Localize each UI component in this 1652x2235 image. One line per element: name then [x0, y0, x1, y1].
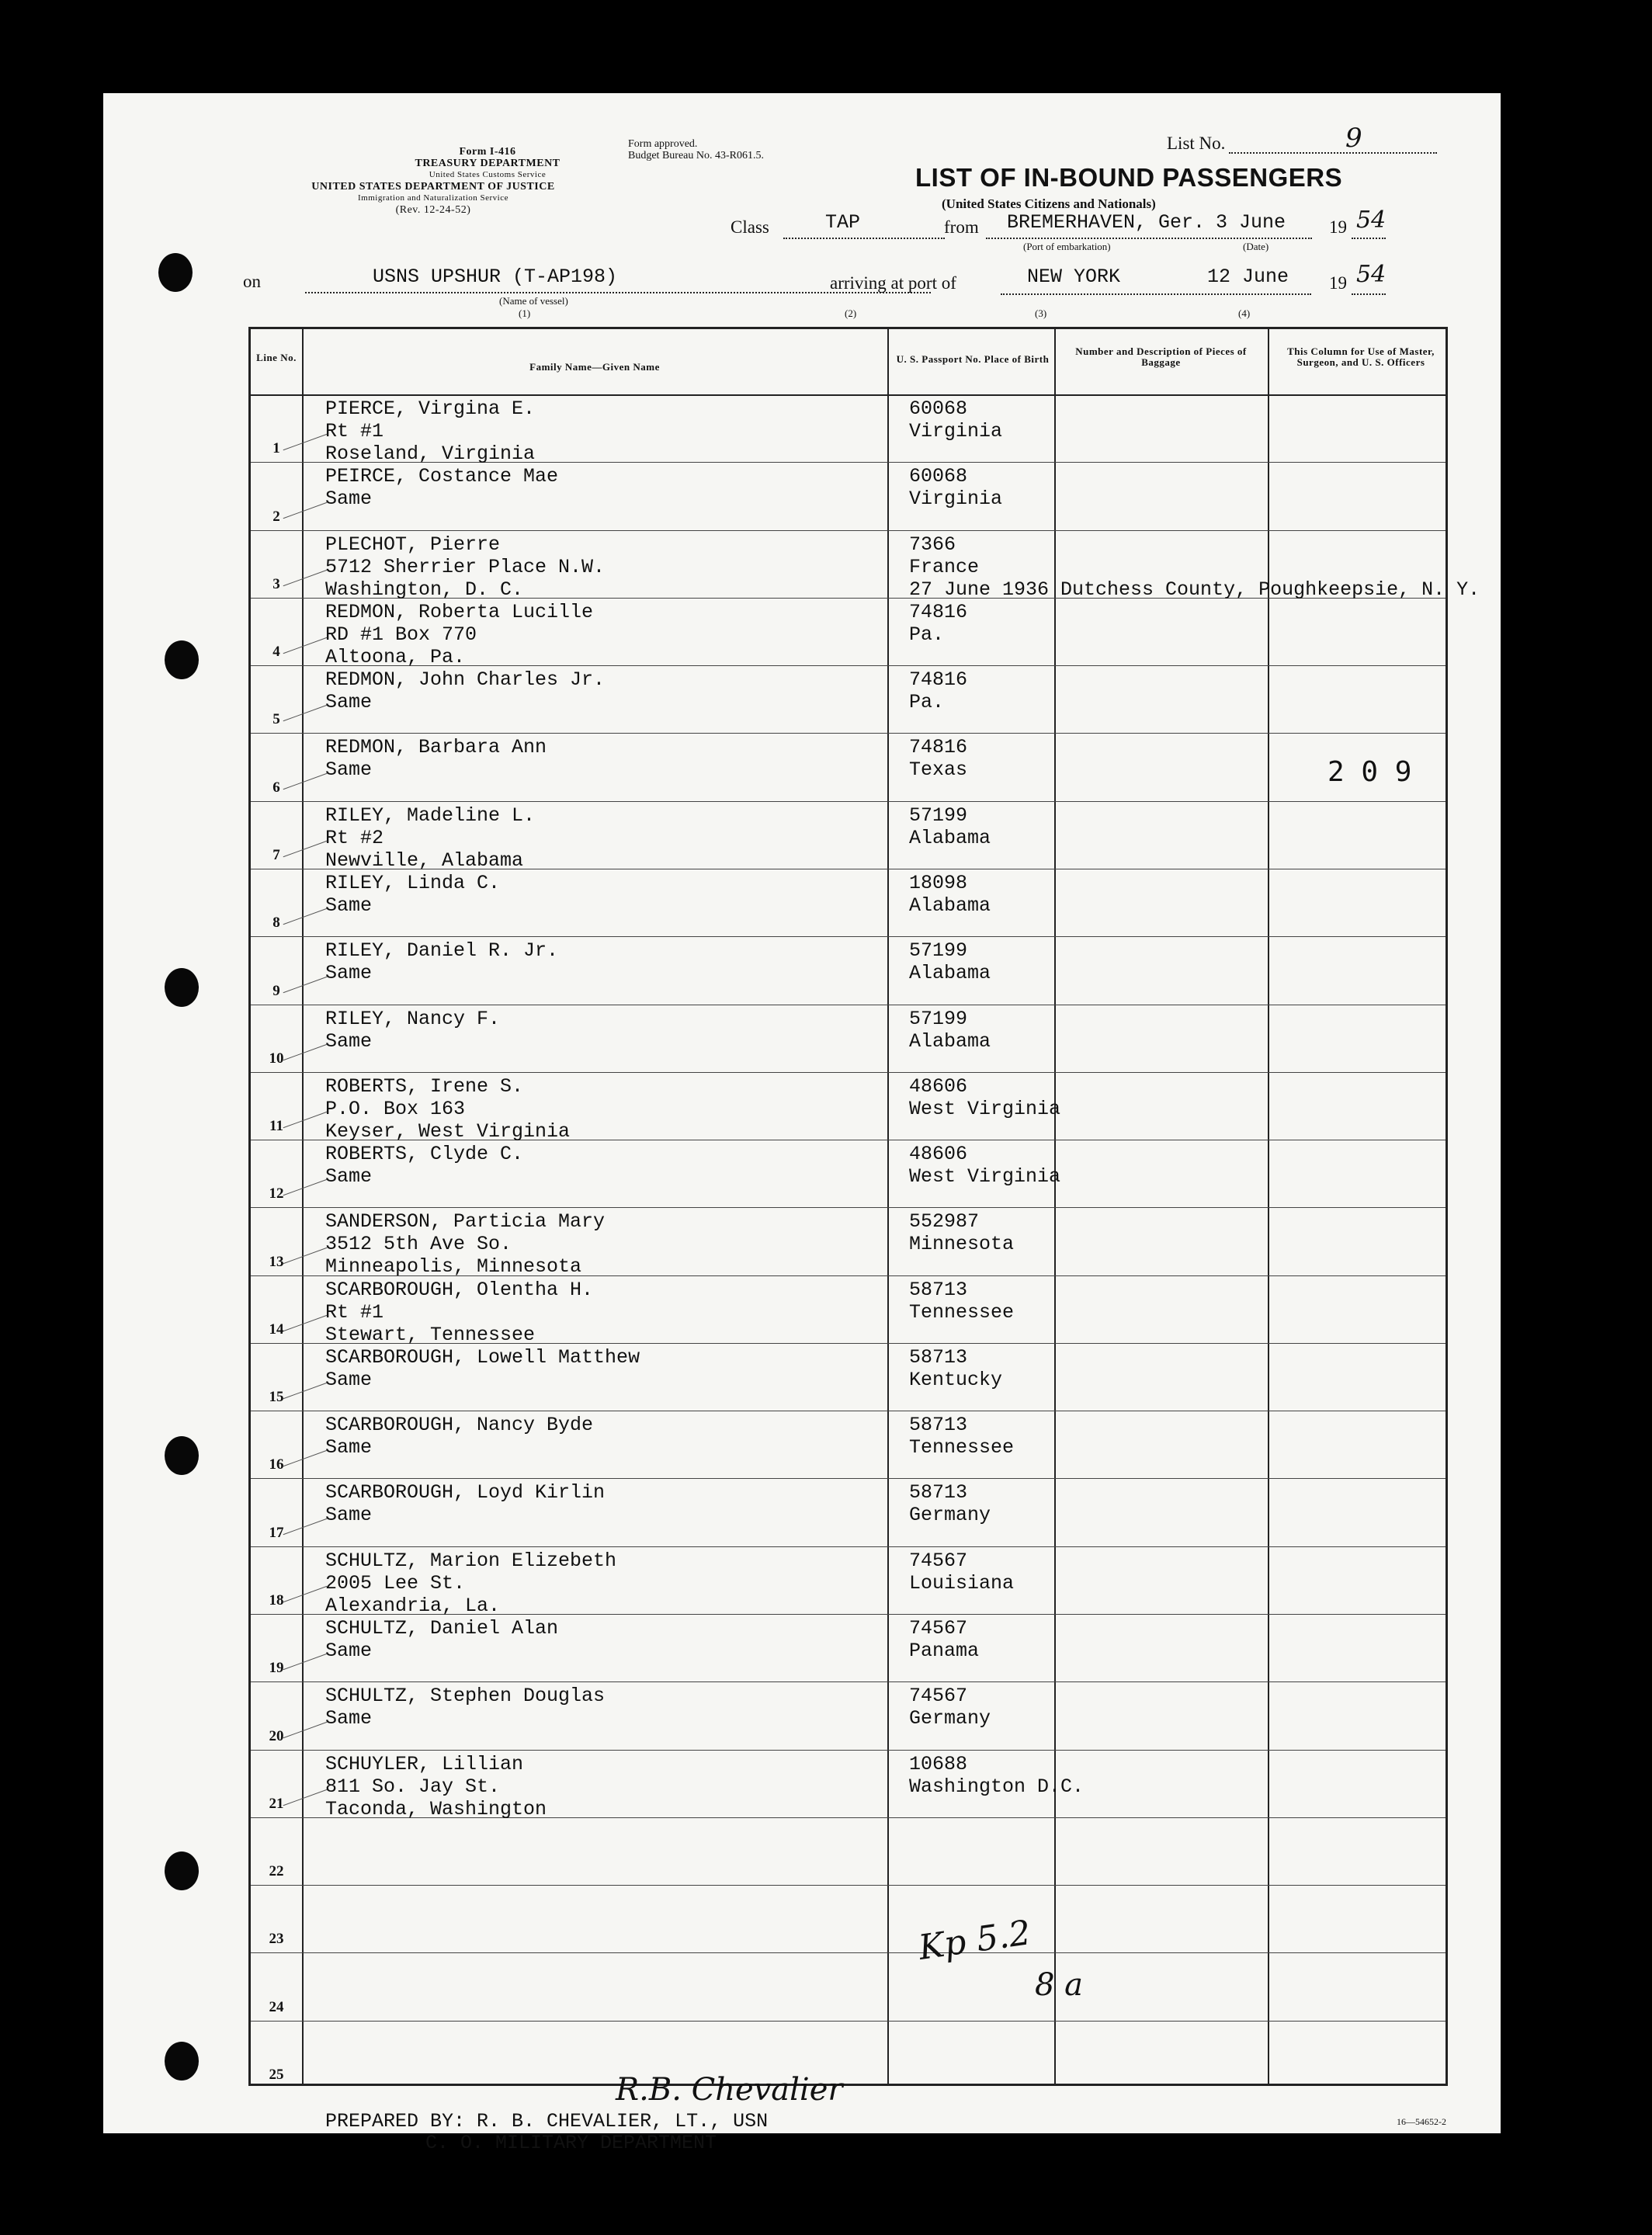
line-number: 25	[269, 2067, 284, 2083]
passenger-name: SCARBOROUGH, Lowell Matthew Same	[325, 1345, 640, 1391]
line-number: 7	[272, 846, 280, 863]
justice-dept: UNITED STATES DEPARTMENT OF JUSTICE	[311, 181, 555, 193]
line-number: 3	[272, 575, 280, 592]
binder-hole	[165, 2042, 199, 2081]
row-divider	[251, 1207, 1446, 1208]
form-approval	[628, 138, 764, 161]
vessel-name: USNS UPSHUR (T-AP198)	[373, 265, 618, 288]
passenger-name: SCARBOROUGH, Olentha H. Rt #1 Stewart, Tennessee	[325, 1278, 594, 1346]
passenger-name: REDMON, Roberta Lucille RD #1 Box 770 Altoona, Pa.	[325, 600, 594, 668]
date-label: (Date)	[1243, 241, 1269, 252]
col-head-name: Family Name—Given Name	[529, 361, 660, 373]
prepared-dept: C. O. MILITARY DEPARTMENT	[425, 2132, 717, 2154]
passport-birthplace: 57199 Alabama	[909, 803, 991, 849]
passenger-name: SCHULTZ, Marion Elizebeth 2005 Lee St. Alexandria, La.	[325, 1549, 617, 1617]
passport-birthplace: 58713 Germany	[909, 1481, 991, 1527]
document-page	[103, 93, 1501, 2154]
passport-birthplace: 74816 Pa.	[909, 668, 968, 714]
handwritten-scrawl: Kp 5.2	[916, 1913, 1033, 1968]
line-number: 10	[269, 1050, 284, 1067]
col-divider	[302, 329, 304, 2084]
passport-birthplace: 552987 Minnesota	[909, 1210, 1015, 1256]
list-no-value: 9	[1345, 123, 1362, 154]
row-divider	[251, 936, 1446, 937]
passenger-name: RILEY, Linda C. Same	[325, 871, 501, 917]
row-divider	[251, 1952, 1446, 1953]
arrival-port: NEW YORK	[1027, 265, 1121, 288]
passport-birthplace: 48606 West Virginia	[909, 1143, 1061, 1189]
line-number: 6	[272, 779, 280, 796]
depart-year-line	[1352, 238, 1386, 239]
list-no-label: List No.	[1167, 134, 1226, 153]
passport-birthplace: 60068 Virginia	[909, 397, 1003, 442]
line-number: 24	[269, 1998, 284, 2015]
passport-birthplace: 74567 Louisiana	[909, 1549, 1015, 1595]
passport-birthplace: 7366 France 27 June 1936 Dutchess County, Poughkeepsie, N. Y.	[909, 533, 1480, 601]
line-number: 17	[269, 1524, 284, 1541]
passport-birthplace: 74816 Pa.	[909, 600, 968, 646]
from-label: from	[944, 217, 979, 237]
binder-hole	[158, 253, 193, 292]
row-divider	[251, 733, 1446, 734]
passenger-name: REDMON, John Charles Jr. Same	[325, 668, 606, 714]
passenger-name: RILEY, Daniel R. Jr. Same	[325, 939, 559, 985]
arrival-year: 54	[1356, 261, 1386, 288]
line-number: 23	[269, 1931, 284, 1948]
treasury-dept: TREASURY DEPARTMENT	[415, 158, 560, 169]
depart-date: 3 June	[1216, 211, 1286, 234]
passport-birthplace: 58713 Tennessee	[909, 1278, 1015, 1324]
passenger-name: SCHUYLER, Lillian 811 So. Jay St. Taconda, Washington	[325, 1752, 547, 1820]
customs-service: United States Customs Service	[429, 170, 547, 179]
row-divider	[251, 1478, 1446, 1479]
line-number: 18	[269, 1592, 284, 1609]
passenger-name: SCHULTZ, Stephen Douglas Same	[325, 1685, 606, 1730]
depart-year-prefix: 19	[1329, 217, 1347, 237]
binder-hole	[165, 1852, 199, 1890]
prepared-by: PREPARED BY: R. B. CHEVALIER, LT., USN	[325, 2110, 769, 2133]
passport-birthplace: 74816 Texas	[909, 736, 968, 782]
class-value: TAP	[825, 211, 861, 234]
col-index-2: (2)	[845, 307, 857, 319]
agency-header	[311, 146, 658, 216]
line-number: 14	[269, 1321, 284, 1338]
col-head-officers: This Column for Use of Master, Surgeon, and U. S. Officers	[1287, 345, 1435, 368]
line-number: 11	[269, 1118, 283, 1135]
passport-birthplace: 10688 Washington D.C.	[909, 1752, 1085, 1798]
col-index-3: (3)	[1035, 307, 1047, 319]
signature: R.B. Chevalier	[616, 2072, 843, 2108]
from-line	[986, 238, 1312, 239]
class-label: Class	[731, 217, 769, 237]
budget-bureau: Budget Bureau No. 43-R061.5.	[628, 150, 764, 161]
line-number: 5	[272, 711, 280, 728]
arriving-label: arriving at port of	[830, 273, 956, 293]
binder-hole	[165, 640, 199, 679]
arrival-year-line	[1352, 293, 1386, 295]
line-number: 2	[272, 508, 280, 525]
passenger-name: PIERCE, Virgina E. Rt #1 Roseland, Virginia	[325, 397, 536, 465]
col-index-4: (4)	[1238, 307, 1251, 319]
row-divider	[251, 1546, 1446, 1547]
line-number: 20	[269, 1727, 284, 1744]
form-code: 16—54652-2	[1397, 2116, 1446, 2127]
form-id: Form I-416	[459, 146, 516, 158]
line-number: 1	[272, 440, 280, 457]
handwritten-initials: 8 a	[1035, 1967, 1084, 2003]
list-no-line	[1229, 152, 1437, 154]
passport-birthplace: 57199 Alabama	[909, 939, 991, 985]
line-number: 13	[269, 1253, 284, 1270]
arrival-year-prefix: 19	[1329, 273, 1347, 293]
passport-birthplace: 58713 Tennessee	[909, 1414, 1015, 1459]
passenger-name: PEIRCE, Costance Mae Same	[325, 465, 559, 511]
passport-birthplace: 57199 Alabama	[909, 1007, 991, 1053]
arrival-date: 12 June	[1207, 265, 1289, 288]
row-divider	[251, 1885, 1446, 1886]
arrival-line	[1001, 293, 1311, 295]
passport-birthplace: 60068 Virginia	[909, 465, 1003, 511]
line-number: 22	[269, 1863, 284, 1880]
passport-birthplace: 18098 Alabama	[909, 871, 991, 917]
page-subtitle: (United States Citizens and Nationals)	[942, 196, 1156, 211]
line-number: 21	[269, 1795, 284, 1812]
class-line	[783, 238, 945, 239]
vessel-label: (Name of vessel)	[499, 295, 568, 307]
header-divider	[251, 394, 1446, 396]
depart-year: 54	[1356, 206, 1386, 234]
passenger-name: REDMON, Barbara Ann Same	[325, 736, 547, 782]
line-number: 12	[269, 1185, 284, 1203]
col-divider	[887, 329, 889, 2084]
col-head-passport: U. S. Passport No. Place of Birth	[896, 353, 1050, 365]
row-divider	[251, 801, 1446, 802]
passenger-name: SCARBOROUGH, Nancy Byde Same	[325, 1414, 594, 1459]
row-divider	[251, 1072, 1446, 1073]
officer-mark: 2 0 9	[1328, 756, 1412, 788]
row-divider	[251, 530, 1446, 531]
passenger-name: ROBERTS, Clyde C. Same	[325, 1143, 524, 1189]
line-number: 9	[272, 982, 280, 999]
passport-birthplace: 48606 West Virginia	[909, 1074, 1061, 1120]
passport-birthplace: 58713 Kentucky	[909, 1345, 1003, 1391]
revision: (Rev. 12-24-52)	[395, 204, 471, 216]
binder-hole	[165, 968, 199, 1007]
line-number: 15	[269, 1389, 284, 1406]
approved-text: Form approved.	[628, 138, 698, 150]
passenger-name: PLECHOT, Pierre 5712 Sherrier Place N.W. Washington, D. C.	[325, 533, 606, 601]
col-head-baggage: Number and Description of Pieces of Baggage	[1075, 345, 1247, 368]
passenger-name: SCARBOROUGH, Loyd Kirlin Same	[325, 1481, 606, 1527]
from-value: BREMERHAVEN, Ger.	[1007, 211, 1206, 234]
line-number: 4	[272, 644, 280, 661]
passport-birthplace: 74567 Germany	[909, 1685, 991, 1730]
page-title: LIST OF IN-BOUND PASSENGERS	[915, 163, 1343, 192]
passenger-name: SCHULTZ, Daniel Alan Same	[325, 1617, 559, 1663]
port-embark-label: (Port of embarkation)	[1023, 241, 1111, 252]
binder-hole	[165, 1436, 199, 1475]
passenger-name: SANDERSON, Particia Mary 3512 5th Ave So. Minneapolis, Minnesota	[325, 1210, 606, 1279]
passport-birthplace: 74567 Panama	[909, 1617, 980, 1663]
passenger-name: RILEY, Madeline L. Rt #2 Newville, Alabama	[325, 803, 536, 872]
ins-service: Immigration and Naturalization Service	[357, 193, 509, 203]
passenger-name: RILEY, Nancy F. Same	[325, 1007, 501, 1053]
line-number: 19	[269, 1660, 284, 1677]
line-number: 8	[272, 914, 280, 932]
row-divider	[251, 1750, 1446, 1751]
passenger-name: ROBERTS, Irene S. P.O. Box 163 Keyser, West Virginia	[325, 1074, 571, 1143]
col-index-1: (1)	[519, 307, 531, 319]
line-number: 16	[269, 1456, 284, 1473]
row-divider	[251, 2021, 1446, 2022]
row-divider	[251, 1681, 1446, 1682]
col-head-line: Line No.	[256, 352, 297, 363]
on-label: on	[243, 272, 261, 291]
